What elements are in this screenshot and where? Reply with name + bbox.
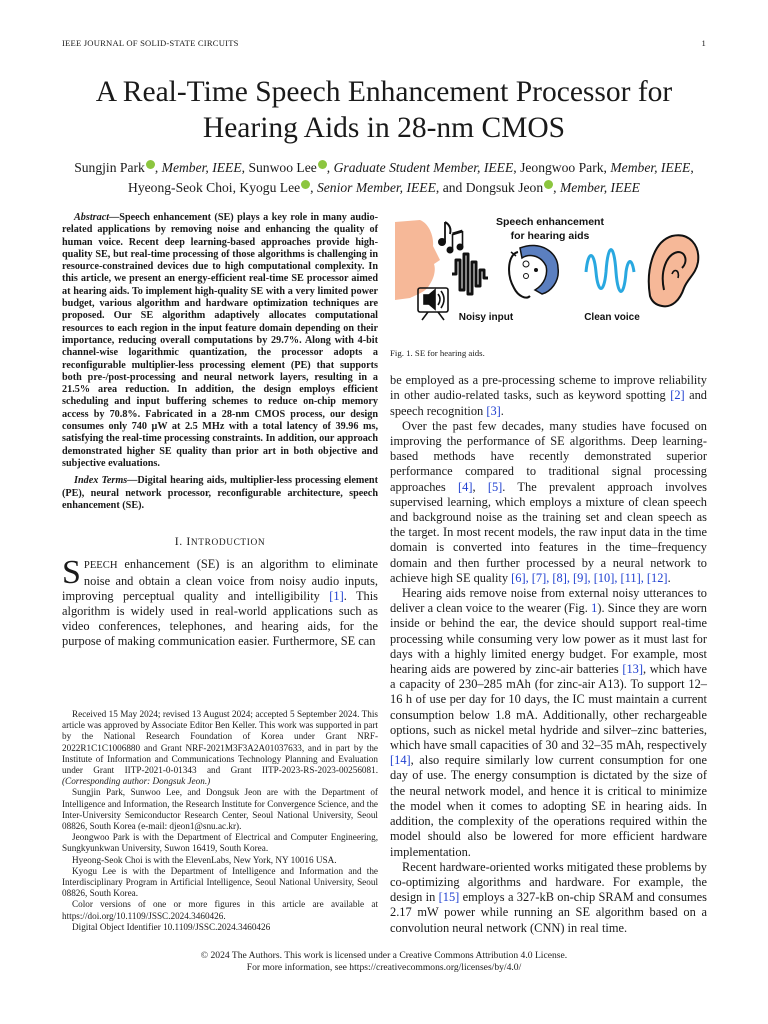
paper-title <box>40 74 728 146</box>
footnote-received <box>62 709 378 787</box>
footnote-affiliation: Sungjin Park, Sunwoo Lee, and Dongsuk Jeon are with the Department of Intelligence and Information, the Research Institute for Convergence Science, and the Inter-University Semiconductor Research Center, Seoul National University, Seoul 08826, South Korea (e-mail: djeon1@snu.ac.kr). <box>62 787 378 832</box>
author-role: Member, IEEE <box>610 160 691 175</box>
body-paragraph <box>390 373 707 419</box>
abstract-text: Speech enhancement (SE) plays a key role in many audio-related applications by removing noise and enhancing the quality of human voice. Recent deep learning-based approaches provide high-quality SE, but real-time processing of those algorithms is challenging in resource-constrained devices due to high computational complexity. In this article, we present an energy-efficient real-time SE processor aimed at hearing aids. To implement high-quality SE with a very limited power budget, various algorithm and hardware optimization techniques are proposed. Our SE algorithm adaptively allocates computational resources to each region in the input feature domain depending on their importance, reducing overall computations by 29.7%. Along with 4-bit channel-wise logarithmic quantization, the processor adopts a reconfigurable multiplier-less processing element (PE) that supports both pre-/post-processing and neural network layers, resulting in a 21.5% area reduction. In addition, the design employs efficient scheduling and input buffering schemes to reduce on-chip memory access by 70.8%. Fabricated in a 28-nm CMOS process, our design consumes only 740 μW at 2.5 MHz with a total latency of 39.96 ms, satisfying the real-time processing constraints. In addition, our approach demonstrated higher SE quality than prior art in both objective and subjective evaluations. <box>62 212 378 469</box>
author-role: Senior Member, IEEE <box>316 180 436 195</box>
intro-text: enhancement (SE) is an algorithm to eliminate noise and obtain a clean voice from noisy audio inputs, improving perceptual quality and intelligibility <box>62 557 378 603</box>
abstract-label: Abstract— <box>74 212 120 223</box>
author-name: Sunwoo Lee <box>248 160 317 175</box>
citation-link[interactable]: [5] <box>487 479 503 494</box>
body-text: be employed as a pre-processing scheme to improve reliability in other audio-related tasks, such as keyword spotting <box>390 373 707 403</box>
citation-link[interactable]: [4] <box>458 479 473 494</box>
author-name: Jeongwoo Park <box>520 160 604 175</box>
citation-link[interactable]: [14] <box>390 753 411 768</box>
author-list: Sungjin Park , Member, IEEE, Sunwoo Lee , Graduate Student Member, IEEE, Jeongwoo Park, Member, IEEE, Hyeong-Seok Choi, Kyogu Lee , Senior Member, IEEE, and Dongsuk Jeon , Member, IEEE <box>74 160 694 195</box>
citation-link[interactable]: [1] <box>329 588 344 603</box>
hearing-aid-icon <box>509 245 558 297</box>
running-header <box>62 38 706 50</box>
citation-link[interactable]: [6], [7], [8], [9], [10], [11], [12] <box>511 570 668 585</box>
abstract <box>62 212 378 470</box>
body-text: , <box>472 479 488 494</box>
footnote-doi: Digital Object Identifier 10.1109/JSSC.2024.3460426 <box>72 921 271 932</box>
journal-name: IEEE JOURNAL OF SOLID-STATE CIRCUITS <box>62 38 239 48</box>
author-name: Hyeong-Seok Choi <box>128 180 233 195</box>
figure-subtitle: for hearing aids <box>510 230 590 242</box>
orcid-icon[interactable] <box>301 180 310 189</box>
figure-1 <box>390 212 707 330</box>
noisy-waveform <box>452 254 488 294</box>
intro-paragraph <box>62 554 379 649</box>
body-paragraph <box>390 419 707 586</box>
body-text: Hearing aids remove noise from external noisy utterances to deliver a clean voice to the wearer (Fig. <box>390 586 707 616</box>
body-paragraph <box>390 586 707 860</box>
footnotes <box>62 709 378 933</box>
intro-smallcaps: PEECH <box>83 560 118 572</box>
author-role: Member, IEEE <box>161 160 242 175</box>
body-text: . <box>667 570 671 585</box>
clean-voice-label: Clean voice <box>584 312 640 323</box>
citation-link[interactable]: [13] <box>622 662 644 677</box>
body-text: ). Since they are worn inside or behind the ear, the device should support real-time processing while consuming very low power as it must last for days with a highly limited energy budget. For example, most hearing aids are powered by zinc-air batteries <box>390 601 707 677</box>
body-paragraph <box>390 860 707 936</box>
citation-link[interactable]: [2] <box>670 388 685 403</box>
body-text: . <box>500 403 504 418</box>
corresponding-author: (Corresponding author: Dongsuk Jeon.) <box>62 776 211 787</box>
figure-title: Speech enhancement <box>496 216 604 228</box>
license-line-2: For more information, see https://creativecommons.org/licenses/by/4.0/ <box>246 962 522 973</box>
and-word: and <box>442 180 463 195</box>
body-text: Recent hardware-oriented works mitigated these problems by co-optimizing algorithms and hardware. For example, the design in <box>390 859 707 905</box>
section-title-rest: NTRODUCTION <box>190 538 266 549</box>
body-text: employs a 327-kB on-chip SRAM and consumes 2.17 mW power while running an SE algorithm based on a convolution neural network (CNN) in real time. <box>390 890 707 935</box>
figure-link[interactable]: 1 <box>591 601 598 616</box>
title-line-2: Hearing Aids in 28-nm CMOS <box>202 112 566 144</box>
index-terms-text: Digital hearing aids, multiplier-less processing element (PE), neural network processor, reconfigurable architecture, speech enhancement (SE). <box>62 475 378 511</box>
clean-waveform <box>586 250 634 292</box>
license-line-1: © 2024 The Authors. This work is licensed under a Creative Commons Attribution 4.0 License. <box>200 950 568 961</box>
title-line-1: A Real-Time Speech Enhancement Processor for <box>95 76 673 108</box>
citation-link[interactable]: [3] <box>486 403 501 418</box>
author-name: Sungjin Park <box>74 160 145 175</box>
right-column <box>390 212 707 936</box>
author-name: Kyogu Lee <box>239 180 301 195</box>
orcid-icon[interactable] <box>146 160 155 169</box>
footnote-affiliation: Jeongwoo Park is with the Department of Electrical and Computer Engineering, Sungkyunkwan University, Suwon 16419, South Korea. <box>62 832 378 854</box>
body-text: and speech recognition <box>390 388 707 418</box>
ear-icon <box>649 235 698 306</box>
figure-illustration <box>390 212 707 330</box>
author-role: Graduate Student Member, IEEE <box>333 160 514 175</box>
section-heading <box>62 534 378 551</box>
page-number: 1 <box>701 38 706 48</box>
orcid-icon[interactable] <box>544 180 553 189</box>
drop-cap: S <box>62 554 81 592</box>
author-name: Dongsuk Jeon <box>465 180 544 195</box>
figure-caption: Fig. 1. SE for hearing aids. <box>390 348 485 358</box>
section-number: I. <box>174 534 183 549</box>
footnote-affiliation: Kyogu Lee is with the Department of Intelligence and Information and the Interdisciplinary Program in Artificial Intelligence, Seoul National University, Seoul 08826, South Korea. <box>62 865 378 899</box>
index-terms-label: Index Terms— <box>74 475 138 487</box>
intro-text-2: . This algorithm is widely used in real-world applications such as video conferences, telephones, and hearing aids, for the purpose of making communication easier. Furthermore, SE can <box>62 588 379 649</box>
body-text: , also require similarly low current consumption for one day of use. The energy consumption is dictated by the size of the neural network model, and hence it is critical to minimize the model when it comes to adopting SE in hearing aids. In addition, the complexity of the operations required within the model should also be lowered for more efficient hardware implementation. <box>390 753 707 859</box>
citation-link[interactable]: [15] <box>438 890 460 905</box>
index-terms <box>62 475 378 512</box>
noisy-input-label: Noisy input <box>458 312 514 323</box>
footnote-text: Received 15 May 2024; revised 13 August 2024; accepted 5 September 2024. This article was approved by Associate Editor Ben Keller. This work was supported in part by the National Research Foundation of Korea under Grant NRF-2022R1C1C1006880 and Grant NRF-2021M3F3A2A01037633, and in part by the Institute of Information and Communications Technology Planning and Evaluation under Grant IITP-2021-0-01343 and Grant IITP-2023-RS-2023-00256081. <box>62 709 378 776</box>
footnote-affiliation: Hyeong-Seok Choi is with the ElevenLabs, New York, NY 10016 USA. <box>72 854 337 865</box>
body-text: , which have a capacity of 230–285 mAh (for zinc-air A13). To support 12–16 h of use per day for 10 days, the IC must maintain a current consumption below 1.8 mA. Additionally, other rechargeable options, such as nickel metal hydride and silver–zinc batteries, which have small capacities of 30 and 32–35 mAh, respectively <box>390 662 708 753</box>
speaker-icon <box>418 288 448 320</box>
author-role: Member, IEEE <box>559 180 640 195</box>
left-column <box>62 212 378 650</box>
orcid-icon[interactable] <box>318 160 327 169</box>
license-notice <box>0 950 768 974</box>
body-text: . The prevalent approach involves supervised learning, which employs a mixture of clean speech and background noise as the training set and clean speech as the target. In most recent models, the raw input data in the time domain is converted into features in the time–frequency domain and then further processed by a neural network to achieve high SE quality <box>390 479 707 585</box>
footnote-color: Color versions of one or more figures in this article are available at https://doi.org/10.1109/JSSC.2024.3460426. <box>62 899 378 921</box>
body-text: Over the past few decades, many studies have focused on improving the performance of SE algorithms. Deep learning-based methods have recently demonstrated superior performance compared to traditional signal processing approaches <box>390 418 707 494</box>
section-title-first: I <box>186 534 191 549</box>
music-note-icon <box>439 222 464 253</box>
